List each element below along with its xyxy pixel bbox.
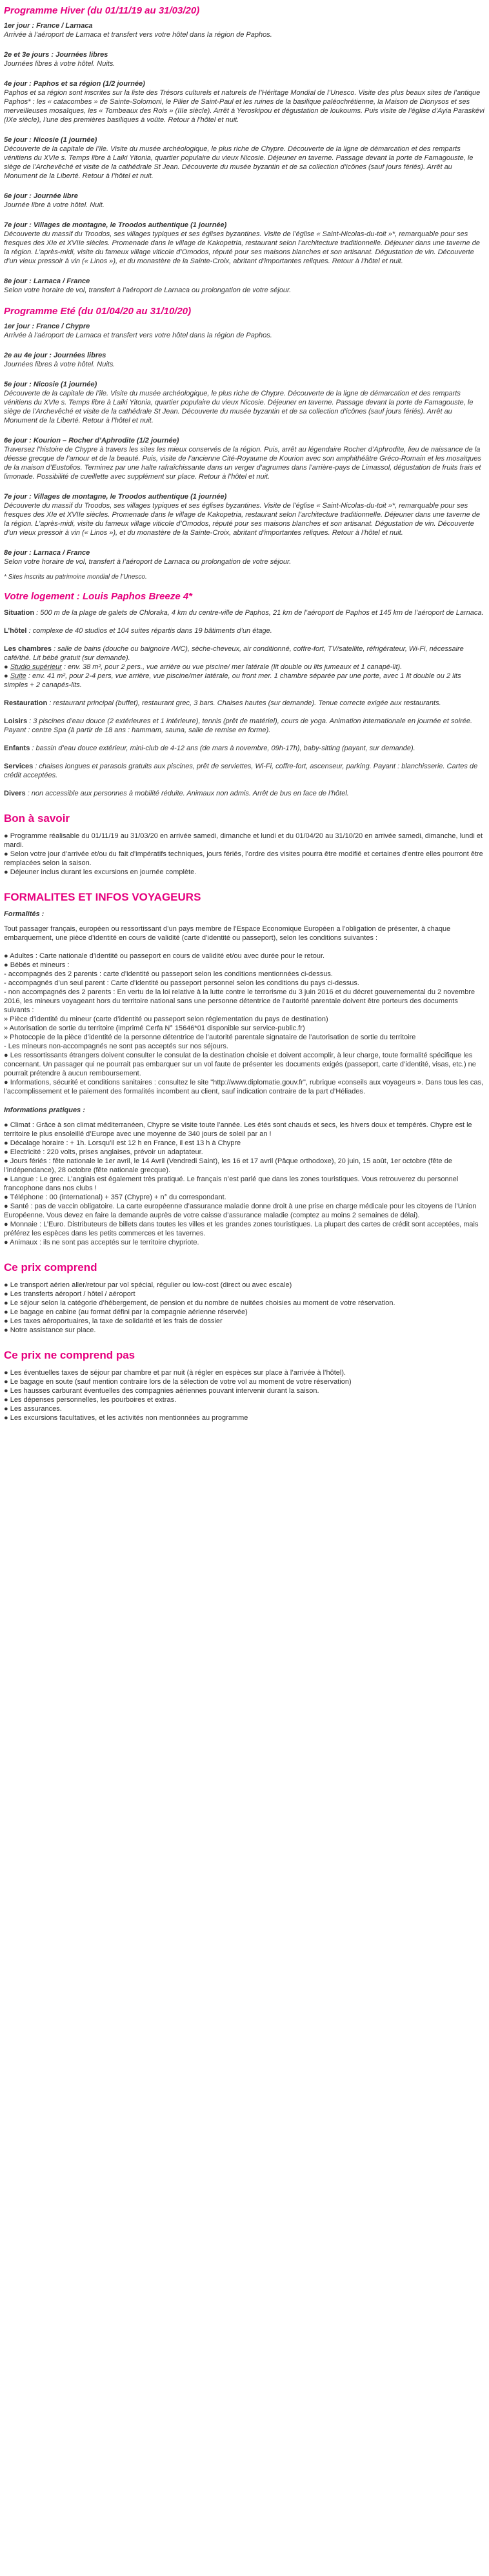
- list-item: - Les mineurs non-accompagnés ne sont pas acceptés sur nos séjours.: [4, 1043, 228, 1050]
- list-item: ● Les ressortissants étrangers doivent consulter le consulat de la destination choisie et doivent accomplir, à leur charge, toute formalité spécifique les concernant. Un passager qui ne pourrait pas embarquer sur un vol faute de présenter les documents exigés (passeport, carte d’identité, visas, etc.) ne pourrait prétendre à aucun remboursement.: [4, 1052, 476, 1077]
- day-item: 4e jour : Paphos et sa région (1/2 journée) Paphos et sa région sont inscrites sur la liste des Trésors culturels et naturels de l’Héritage Mondial de l’Unesco. Visite des plus beaux sites de l’antique Paphos* : les « catacombes » de Sainte-Solomoni, le Pilier de Saint-Paul et les ruines de la basilique paléochrétienne, la Maison de Dionysos et ses merveilleuses mosaïques, les « Tombeaux des Rois » (IIIe siècle). Arrêt à Yeroskipou et dégustation de loukoums. Puis visite de l’église d’Ayia Paraskévi (IXe siècle), l’une des premières basiliques à voûte. Retour à l’hôtel et nuit.: [4, 80, 484, 124]
- list-item: ● Les transferts aéroport / hôtel / aéroport: [4, 1290, 135, 1298]
- day-item: 2e au 4e jour : Journées libres Journées libres à votre hôtel. Nuits.: [4, 352, 115, 368]
- list-item: ● Les excursions facultatives, et les activités non mentionnées au programme: [4, 1414, 248, 1422]
- hotel-services: Services : chaises longues et parasols gratuits aux piscines, prêt de serviettes, Wi-Fi, coffre-fort, ascenseur, parking. Payant : blanchisserie. Cartes de crédit acceptées.: [4, 763, 478, 779]
- day-item: 7e jour : Villages de montagne, le Troodos authentique (1 journée) Découverte du massif du Troodos, ses villages typiques et ses églises byzantines. Visite de l’église « Saint-Nicolas-du-toit »*, remarquable pour ses fresques des XIe et XVIIe siècles. Promenade dans le village de Kakopetria, restaurant selon l’architecture traditionnelle. Déjeuner dans une taverne de la région. L’après-midi, visite du fameux village viticole d’Omodos, réputé pour ses maisons blanches et son artisanat. Dégustation de vin. Découverte d’un vieux pressoir à vin (« Linos »), et du monastère de la Sainte-Croix, abritant d’importantes reliques. Retour à l’hôtel et nuit.: [4, 221, 481, 265]
- price-includes-list: [4, 1281, 485, 1335]
- summer-title: Programme Eté (du 01/04/20 au 31/10/20): [4, 306, 192, 317]
- hotel-restaurant: Restauration : restaurant principal (buffet), restaurant grec, 3 bars. Chaises hautes (sur demande). Tenue correcte exigée aux restaurants.: [4, 699, 441, 707]
- hotel-rooms: Les chambres : salle de bains (douche ou baignoire /WC), sèche-cheveux, air conditionné, coffre-fort, TV/satellite, réfrigérateur, Wi-Fi, nécessaire café/thé. Lit bébé gratuit (sur demande). ● Studio supérieur : env. 38 m², pour 2 pers., vue arrière ou vue piscine/ mer latérale (lit double ou lits jumeaux et 1 canapé-lit). ● Suite : env. 41 m², pour 2-4 pers, vue arrière, vue piscine/mer latérale, ou front mer. 1 chambre séparée par une porte, avec 1 lit double ou 2 lits simples + 2 canapés-lits.: [4, 645, 464, 689]
- day-item: 6e jour : Journée libre Journée libre à votre hôtel. Nuit.: [4, 192, 105, 209]
- list-item: » Autorisation de sortie du territoire (imprimé Cerfa N° 15646*01 disponible sur service-public.fr): [4, 1024, 305, 1032]
- price-excludes-list: [4, 1368, 485, 1423]
- unesco-note: * Sites inscrits au patrimoine mondial de l’Unesco.: [4, 574, 147, 581]
- good-to-know-list: [4, 832, 485, 877]
- list-item: ● Le bagage en cabine (au format défini par la compagnie aérienne réservée): [4, 1308, 248, 1316]
- list-item: ● Electricité : 220 volts, prises anglaises, prévoir un adaptateur.: [4, 1148, 203, 1156]
- list-item: ● Monnaie : L’Euro. Distributeurs de billets dans toutes les villes et les grandes zones touristiques. La plupart des cartes de crédit sont acceptées, mais préférez les espèces dans les petits commerces et les tavernes.: [4, 1221, 479, 1237]
- hotel-title: Votre logement : Louis Paphos Breeze 4*: [4, 591, 193, 602]
- formalities-subtitle: Formalités :: [4, 910, 45, 918]
- list-item: » Pièce d’identité du mineur (carte d’identité ou passeport selon réglementation du pays de destination): [4, 1015, 328, 1023]
- list-item: - non accompagnés des 2 parents : En vertu de la loi relative à la lutte contre le terrorisme du 3 juin 2016 et du décret gouvernemental du 2 novembre 2016, les mineurs voyageant hors du territoire national sans une personne détentrice de l’autorité parentale doivent être porteurs des documents suivants :: [4, 988, 475, 1014]
- day-item: 8e jour : Larnaca / France Selon votre horaire de vol, transfert à l’aéroport de Larnaca ou prolongation de votre séjour.: [4, 277, 292, 294]
- list-item: ● Les hausses carburant éventuelles des compagnies aériennes pouvant intervenir durant la saison.: [4, 1387, 319, 1395]
- price-includes-title: Ce prix comprend: [4, 1261, 97, 1273]
- summer-days: [4, 322, 485, 566]
- day-item: 6e jour : Kourion – Rocher d’Aphrodite (1/2 journée) Traversez l’histoire de Chypre à travers les sites les mieux conservés de la région. Puis, arrêt au légendaire Rocher d’Aphrodite, lieu de naissance de la déesse grecque de l’amour et de la beauté. Puis, visite de l’ancienne Cité-Royaume de Kourion avec son amphithéâtre Gréco-Romain et les mosaïques de la maison d’Eustolios. Terminez par une halte rafraîchissante dans un verger d’agrumes dans l’arrière-pays de Limassol, dégustation de fruits frais et limonade. Possibilité de cueillette avec supplément sur place. Retour à l’hôtel et nuit.: [4, 437, 481, 481]
- day-item: 5e jour : Nicosie (1 journée) Découverte de la capitale de l’île. Visite du musée archéologique, le plus riche de Chypre. Découverte de la ligne de démarcation et des remparts vénitiens du XVIe s. Temps libre à Laiki Yitonia, quartier populaire du vieux Nicosie. Déjeuner en taverne. Passage devant la porte de Famagouste, le siège de l’Archevêché et visite de la cathédrale St Jean. Découverte du musée byzantin et de sa collection d’icônes (sauf jours fériés). Arrêt au Monument de la Liberté. Retour à l’hôtel et nuit.: [4, 136, 474, 180]
- list-item: ● Le transport aérien aller/retour par vol spécial, régulier ou low-cost (direct ou avec escale): [4, 1281, 292, 1289]
- list-item: ● Animaux : ils ne sont pas acceptés sur le territoire chypriote.: [4, 1239, 199, 1246]
- list-item: ● Déjeuner inclus durant les excursions en journée complète.: [4, 868, 197, 876]
- hotel-description: L’hôtel : complexe de 40 studios et 104 suites répartis dans 19 bâtiments d’un étage.: [4, 627, 272, 635]
- practical-info-subtitle: Informations pratiques :: [4, 1106, 85, 1114]
- list-item: ● Le séjour selon la catégorie d’hébergement, de pension et du nombre de nuitées choisies au moment de votre réservation.: [4, 1299, 395, 1307]
- hotel-children: Enfants : bassin d’eau douce extérieur, mini-club de 4-12 ans (de mars à novembre, 09h-17h), baby-sitting (payant, sur demande).: [4, 744, 415, 752]
- price-excludes-title: Ce prix ne comprend pas: [4, 1349, 135, 1361]
- list-item: ● Les assurances.: [4, 1405, 62, 1413]
- formalities-list: [4, 952, 485, 1096]
- day-item: 8e jour : Larnaca / France Selon votre horaire de vol, transfert à l’aéroport de Larnaca ou prolongation de votre séjour.: [4, 549, 292, 566]
- list-item: ● Les taxes aéroportuaires, la taxe de solidarité et les frais de dossier: [4, 1317, 223, 1325]
- winter-title: Programme Hiver (du 01/11/19 au 31/03/20): [4, 5, 200, 16]
- list-item: ● Décalage horaire : + 1h. Lorsqu’il est 12 h en France, il est 13 h à Chypre: [4, 1139, 241, 1147]
- day-item: 2e et 3e jours : Journées libres Journées libres à votre hôtel. Nuits.: [4, 51, 115, 68]
- list-item: ● Le bagage en soute (sauf mention contraire lors de la sélection de votre vol au moment de votre réservation): [4, 1378, 352, 1386]
- list-item: ● Téléphone : 00 (international) + 357 (Chypre) + n° du correspondant.: [4, 1193, 226, 1201]
- winter-days: [4, 21, 485, 295]
- list-item: ● Informations, sécurité et conditions sanitaires : consultez le site "http://www.diplomatie.gouv.fr", rubrique «conseils aux voyageurs ». Dans tous les cas, l’accomplissement et le paiement des formalités incombent au client, sauf indication contraire de la part d’Héliades.: [4, 1079, 484, 1095]
- list-item: ● Notre assistance sur place.: [4, 1326, 96, 1334]
- list-item: - accompagnés d’un seul parent : Carte d’identité ou passeport personnel selon les conditions du pays ci-dessus.: [4, 979, 359, 987]
- list-item: ● Jours fériés : fête nationale le 1er avril, le 14 Avril (Vendredi Saint), les 16 et 17 avril (Pâque orthodoxe), 20 juin, 15 août, 1er octobre (fête de l’indépendance), 28 octobre (fête nationale grecque).: [4, 1157, 452, 1174]
- list-item: » Photocopie de la pièce d’identité de la personne détentrice de l’autorité parentale signataire de l’autorisation de sortie du territoire: [4, 1033, 416, 1041]
- list-item: ● Bébés et mineurs :: [4, 961, 70, 969]
- practical-info-list: [4, 1121, 485, 1247]
- list-item: ● Selon votre jour d’arrivée et/ou du fait d’impératifs techniques, jours fériés, l’ordre des visites pourra être modifié et certaines d’entre elles pourront être remplacées selon la saison.: [4, 850, 483, 867]
- list-item: ● Programme réalisable du 01/11/19 au 31/03/20 en arrivée samedi, dimanche et lundi et du 01/04/20 au 31/10/20 en arrivée samedi, dimanche, lundi et mardi.: [4, 832, 483, 849]
- good-to-know-title: Bon à savoir: [4, 812, 70, 824]
- list-item: - accompagnés des 2 parents : carte d’identité ou passeport selon les conditions mentionnées ci-dessus.: [4, 970, 333, 978]
- formalities-title: FORMALITES ET INFOS VOYAGEURS: [4, 891, 201, 903]
- list-item: ● Adultes : Carte nationale d’identité ou passeport en cours de validité et/ou avec durée pour le retour.: [4, 952, 325, 960]
- day-item: 5e jour : Nicosie (1 journée) Découverte de la capitale de l’île. Visite du musée archéologique, le plus riche de Chypre. Découverte de la ligne de démarcation et des remparts vénitiens du XVIe s. Temps libre à Laiki Yitonia, quartier populaire du vieux Nicosie. Déjeuner en taverne. Passage devant la porte de Famagouste, le siège de l’Archevêché et visite de la cathédrale St Jean. Découverte du musée byzantin et de sa collection d’icônes (sauf jours fériés). Arrêt au Monument de la Liberté. Retour à l’hôtel et nuit.: [4, 381, 474, 424]
- list-item: ● Langue : Le grec. L’anglais est également très pratiqué. Le français n’est parlé que dans les zones touristiques. Vous retrouverez du personnel francophone dans nos clubs !: [4, 1175, 459, 1192]
- hotel-situation: Situation : 500 m de la plage de galets de Chloraka, 4 km du centre-ville de Paphos, 21 km de l’aéroport de Paphos et 145 km de l’aéroport de Larnaca.: [4, 609, 484, 617]
- list-item: ● Santé : pas de vaccin obligatoire. La carte européenne d’assurance maladie donne droit à une prise en charge médicale pour les citoyens de l’Union Européenne. Vous devez en faire la demande auprès de votre caisse d’assurance maladie (comptez au moins 2 semaines de délai).: [4, 1203, 477, 1219]
- day-item: 1er jour : France / Larnaca Arrivée à l’aéroport de Larnaca et transfert vers votre hôtel dans la région de Paphos.: [4, 22, 272, 39]
- formalities-intro: Tout passager français, européen ou ressortissant d’un pays membre de l’Espace Economique Européen a l’obligation de présenter, à chaque embarquement, une pièce d’identité en cours de validité (carte d’identité ou passeport), selon les conditions suivantes :: [4, 925, 451, 942]
- hotel-misc: Divers : non accessible aux personnes à mobilité réduite. Animaux non admis. Arrêt de bus en face de l’hôtel.: [4, 790, 349, 797]
- list-item: ● Climat : Grâce à son climat méditerranéen, Chypre se visite toute l’année. Les étés sont chauds et secs, les hivers doux et tempérés. Chypre est le territoire le plus ensoleillé d’Europe avec une moyenne de 340 jours de soleil par an !: [4, 1121, 472, 1138]
- hotel-leisure: Loisirs : 3 piscines d’eau douce (2 extérieures et 1 intérieure), tennis (prêt de matériel), cours de yoga. Animation internationale en journée et soirée. Payant : centre Spa (à partir de 18 ans : hammam, sauna, salle de remise en forme).: [4, 717, 473, 734]
- day-item: 7e jour : Villages de montagne, le Troodos authentique (1 journée) Découverte du massif du Troodos, ses villages typiques et ses églises byzantines. Visite de l’église « Saint-Nicolas-du-toit »*, remarquable pour ses fresques des XIe et XVIIe siècles. Promenade dans le village de Kakopetria, restaurant selon l’architecture traditionnelle. Déjeuner dans une taverne de la région. L’après-midi, visite du fameux village viticole d’Omodos, réputé pour ses maisons blanches et son artisanat. Dégustation de vin. Découverte d’un vieux pressoir à vin (« Linos »), et du monastère de la Sainte-Croix, abritant d’importantes reliques. Retour à l’hôtel et nuit.: [4, 493, 481, 537]
- list-item: ● Les dépenses personnelles, les pourboires et extras.: [4, 1396, 177, 1404]
- list-item: ● Les éventuelles taxes de séjour par chambre et par nuit (à régler en espèces sur place à l’arrivée à l’hôtel).: [4, 1369, 346, 1377]
- day-item: 1er jour : France / Chypre Arrivée à l’aéroport de Larnaca et transfert vers votre hôtel dans la région de Paphos.: [4, 323, 272, 339]
